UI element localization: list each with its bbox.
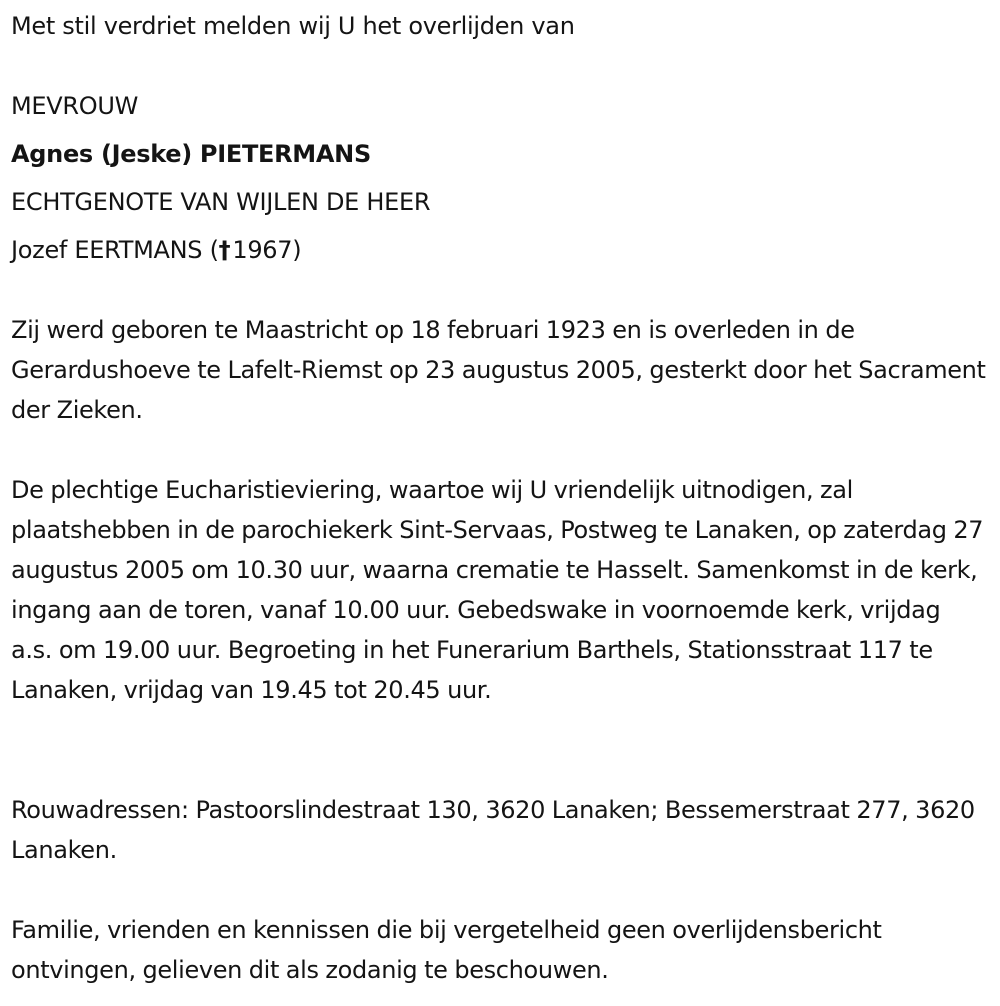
intro-text: Met stil verdriet melden wij U het overlijden van [11, 12, 575, 40]
spouse-death-year: 1967) [232, 236, 302, 264]
relation-text: ECHTGENOTE VAN WIJLEN DE HEER [11, 188, 431, 216]
title-text: MEVROUW [11, 92, 139, 120]
ceremony-paragraph: De plechtige Eucharistieviering, waartoe wij U vriendelijk uitnodigen, zal plaatshebben in de parochiekerk Sint-Servaas, Postweg te Lanaken, op zaterdag 27 augustus 2005 om 10.30 uur, waarna crematie te Hasselt. Samenkomst in de kerk, ingang aan de toren, vanaf 10.00 uur. Gebedswake in voornoemde kerk, vrijdag a.s. om 19.00 uur. Begroeting in het Funerarium Barthels, Stationsstraat 117 te Lanaken, vrijdag van 19.45 tot 20.45 uur. [11, 476, 984, 704]
closing-paragraph: Familie, vrienden en kennissen die bij vergetelheid geen overlijdensbericht ontvingen, gelieven dit als zodanig te beschouwen. [11, 916, 882, 984]
spouse-name: Jozef EERTMANS ( [11, 236, 219, 264]
deceased-name: Agnes (Jeske) PIETERMANS [11, 140, 371, 168]
spouse-line [11, 235, 301, 265]
cross-icon: † [218, 236, 231, 264]
addresses-paragraph: Rouwadressen: Pastoorslindestraat 130, 3620 Lanaken; Bessemerstraat 277, 3620 Lanaken. [11, 796, 975, 864]
birth-death-paragraph: Zij werd geboren te Maastricht op 18 februari 1923 en is overleden in de Gerardushoeve te Lafelt-Riemst op 23 augustus 2005, gesterkt door het Sacrament der Zieken. [11, 316, 986, 424]
